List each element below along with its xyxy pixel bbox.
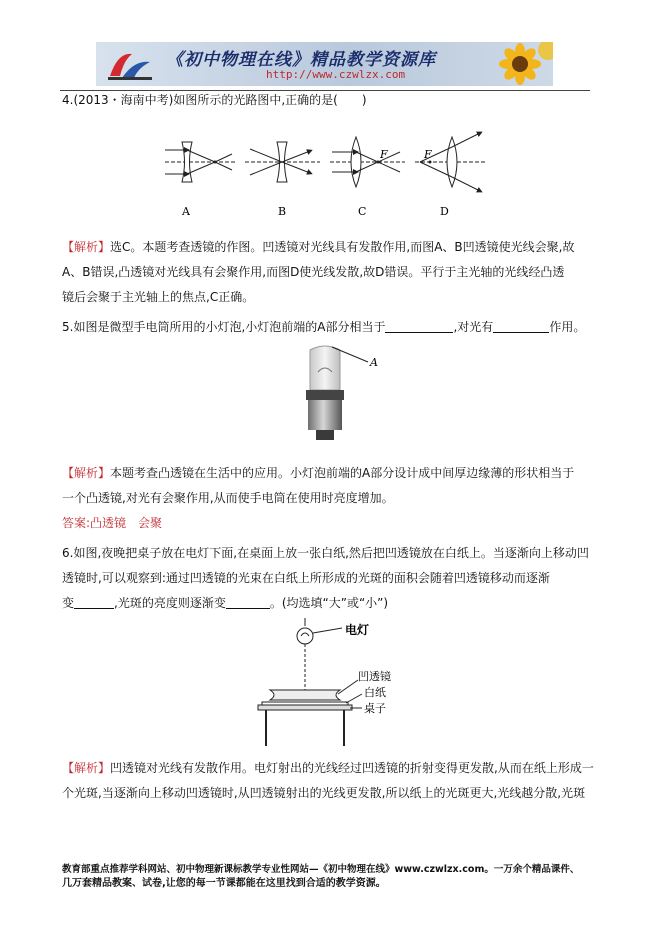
q6-stem-line-2: 透镜时,可以观察到:通过凹透镜的光束在白纸上所形成的光斑的面积会随着凹透镜移动而逐渐 (62, 571, 550, 585)
banner-title: 《初中物理在线》精品教学资源库 (166, 50, 436, 70)
fig-label-paper: 白纸 (364, 686, 386, 699)
label-b: B (278, 205, 287, 218)
q4-analysis-line-3: 镜后会聚于主光轴上的焦点,C正确。 (62, 290, 255, 304)
q5-analysis-line-1: 【解析】本题考查凸透镜在生活中的应用。小灯泡前端的A部分设计成中间厚边缘薄的形状相当于 (62, 466, 575, 480)
q4-analysis-line-2: A、B错误,凸透镜对光线具有会聚作用,而图D使光线发散,故D错误。平行于主光轴的光线经凸透 (62, 265, 565, 279)
q6-stem-line-1: 6.如图,夜晚把桌子放在电灯下面,在桌面上放一张白纸,然后把凹透镜放在白纸上。当逐渐向上移动凹 (62, 546, 589, 560)
analysis-tag: 【解析】 (62, 761, 111, 775)
q5-stem: 5.如图是微型手电筒所用的小灯泡,小灯泡前端的A部分相当于 ,对光有 作用。 (62, 320, 586, 334)
header-banner (96, 42, 553, 86)
fig-label-lens: 凹透镜 (358, 670, 391, 683)
diagram-c (330, 137, 405, 187)
q4-ray-diagrams (160, 125, 490, 225)
focus-label-d: F (424, 148, 432, 161)
q5-blank-1[interactable] (385, 319, 453, 333)
footer-line-2: 几万套精品教案、试卷,让您的每一节课都能在这里找到合适的教学资源。 (62, 878, 386, 889)
q6-stem-line-3: 变 ,光斑的亮度则逐渐变 。(均选填“大”或“小”) (62, 596, 389, 610)
q4-analysis-line-1: 【解析】选C。本题考查透镜的作图。凹透镜对光线具有发散作用,而图A、B凹透镜使光线会聚,故 (62, 240, 575, 254)
label-d: D (440, 205, 449, 218)
fig-label-table: 桌子 (364, 702, 386, 715)
diagram-d (415, 133, 485, 191)
q6-blank-1[interactable] (74, 595, 114, 609)
sunflower-image (486, 42, 553, 86)
banner-url[interactable]: http://www.czwlzx.com (266, 68, 406, 81)
label-a: A (182, 205, 190, 218)
q5-blank-2[interactable] (493, 319, 549, 333)
focus-label-c: F (380, 148, 388, 161)
analysis-tag: 【解析】 (62, 466, 111, 480)
site-logo (104, 46, 156, 82)
label-c: C (358, 205, 367, 218)
q5-analysis-line-2: 一个凸透镜,对光有会聚作用,从而使手电筒在使用时亮度增加。 (62, 491, 394, 505)
bulb-photo (290, 342, 390, 447)
q5-answer: 答案:凸透镜 会聚 (62, 516, 163, 530)
footer-line-1: 教育部重点推荐学科网站、初中物理新课标教学专业性网站—《初中物理在线》www.czwlzx.com。一万余个精品课件、 (62, 864, 580, 875)
analysis-tag: 【解析】 (62, 240, 111, 254)
q6-analysis-line-2: 个光斑,当逐渐向上移动凹透镜时,从凹透镜射出的光线更发散,所以纸上的光斑更大,光线越分散,光斑 (62, 786, 586, 800)
diagram-a (165, 142, 235, 182)
fig-label-lamp: 电灯 (345, 623, 370, 637)
pointer-label-a: A (370, 356, 378, 369)
lamp-table-diagram (250, 618, 420, 748)
diagram-b (245, 142, 320, 182)
q6-analysis-line-1: 【解析】凹透镜对光线有发散作用。电灯射出的光线经过凹透镜的折射变得更发散,从而在纸上形成一 (62, 761, 594, 775)
q6-blank-2[interactable] (226, 595, 270, 609)
q4-stem: 4.(2013・海南中考)如图所示的光路图中,正确的是( ) (62, 93, 367, 107)
